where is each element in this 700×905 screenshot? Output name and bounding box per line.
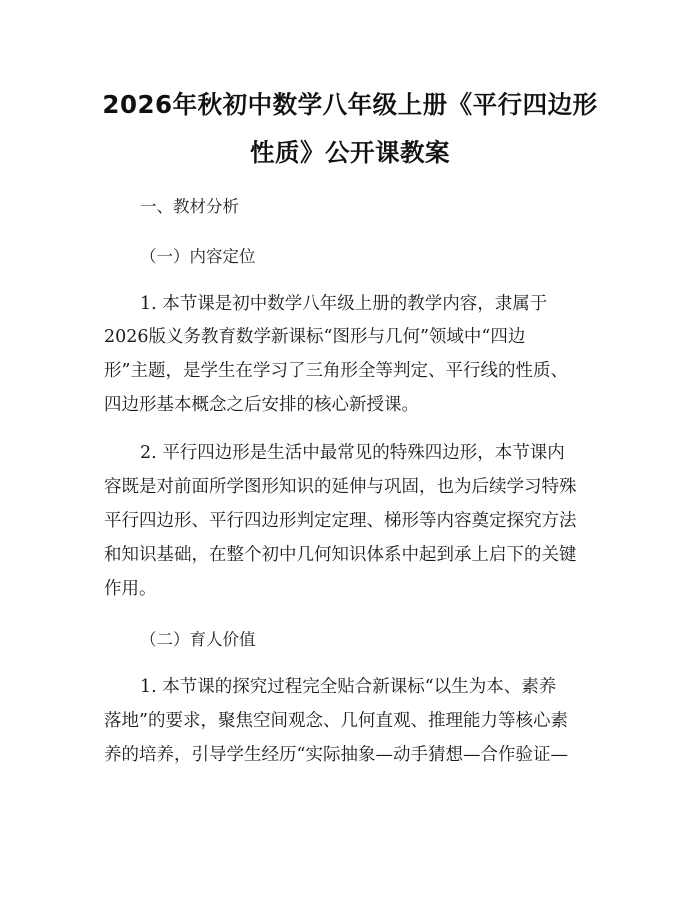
paragraph-line: 和知识基础，在整个初中几何知识体系中起到承上启下的关键 xyxy=(104,545,577,565)
document-title-line-2: 性质》公开课教案 xyxy=(250,138,450,167)
paragraph-line: 容既是对前面所学图形知识的延伸与巩固，也为后续学习特殊 xyxy=(104,477,577,497)
paragraph-line: 落地”的要求，聚焦空间观念、几何直观、推理能力等核心素 xyxy=(104,711,568,731)
subsection-heading-content-positioning: （一）内容定位 xyxy=(140,247,256,266)
paragraph-line: 2. 平行四边形是生活中最常见的特殊四边形，本节课内 xyxy=(140,443,565,463)
paragraph-line: 四边形基本概念之后安排的核心新授课。 xyxy=(104,395,419,415)
paragraph-line: 平行四边形、平行四边形判定定理、梯形等内容奠定探究方法 xyxy=(104,511,577,531)
paragraph-line: 1. 本节课的探究过程完全贴合新课标“以生为本、素养 xyxy=(140,677,557,697)
paragraph-line: 作用。 xyxy=(104,579,157,599)
paragraph-line: 1. 本节课是初中数学八年级上册的教学内容，隶属于 xyxy=(140,294,548,314)
section-heading-teaching-material-analysis: 一、教材分析 xyxy=(140,197,239,216)
paragraph-line: 形”主题，是学生在学习了三角形全等判定、平行线的性质、 xyxy=(104,361,568,381)
document-title-line-1: 2026年秋初中数学八年级上册《平行四边形 xyxy=(102,90,598,119)
paragraph-line: 养的培养，引导学生经历“实际抽象—动手猜想—合作验证— xyxy=(104,745,568,765)
paragraph-line: 2026版义务教育数学新课标“图形与几何”领域中“四边 xyxy=(104,327,526,347)
subsection-heading-educational-value: （二）育人价值 xyxy=(140,630,256,649)
